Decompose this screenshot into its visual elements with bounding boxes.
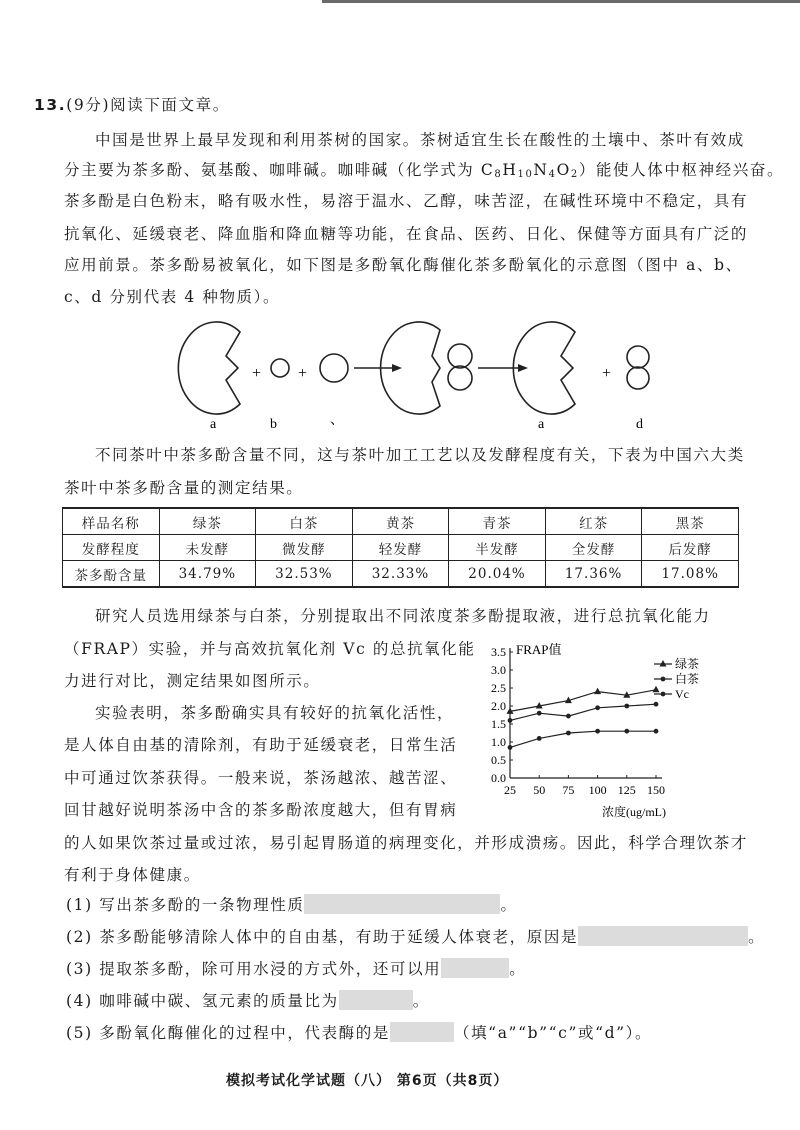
table-cell: 34.79% bbox=[159, 561, 256, 588]
data-point bbox=[537, 736, 542, 741]
substance-d-circle-top bbox=[627, 346, 649, 368]
table-cell: 17.36% bbox=[545, 561, 642, 588]
passage-line: 应用前景。茶多酚易被氧化，如下图是多酚氧化酶催化茶多酚氧化的示意图（图中 a、b、 bbox=[64, 256, 743, 274]
passage-line: 回甘越好说明茶汤中含的茶多酚浓度越大，但有胃病 bbox=[64, 801, 458, 819]
enzyme-diagram bbox=[170, 310, 660, 435]
x-tick-label: 100 bbox=[588, 783, 607, 797]
sub-question-2: (2) 茶多酚能够清除人体中的自由基，有助于延缓人体衰老，原因是 。 bbox=[66, 928, 766, 946]
table-cell: 后发酵 bbox=[642, 535, 739, 561]
passage-line: 分主要为茶多酚、氨基酸、咖啡碱。咖啡碱（化学式为 $C_8H_{10}N_4O_2$）能使人体中枢神经兴奋。 bbox=[64, 161, 785, 180]
table-cell: 32.53% bbox=[256, 561, 353, 588]
table-cell: 32.33% bbox=[352, 561, 449, 588]
x-tick-label: 125 bbox=[617, 783, 636, 797]
table-cell: 轻发酵 bbox=[352, 535, 449, 561]
table-cell: 青茶 bbox=[449, 508, 546, 535]
y-tick-label: 2.0 bbox=[491, 699, 506, 713]
question-instruction: 阅读下面文章。 bbox=[110, 96, 230, 114]
question-points: (9分) bbox=[66, 96, 111, 114]
data-point bbox=[566, 714, 571, 719]
page-footer: 模拟考试化学试题（八） 第6页（共8页） bbox=[226, 1073, 509, 1089]
series-line-3 bbox=[510, 731, 656, 747]
answer-blank-3[interactable] bbox=[441, 958, 509, 978]
data-point bbox=[508, 745, 513, 750]
answer-blank-5[interactable] bbox=[390, 1022, 454, 1042]
top-rule bbox=[322, 0, 800, 3]
sub-question-4: (4) 咖啡碱中碳、氢元素的质量比为 。 bbox=[66, 992, 430, 1010]
svg-text:+: + bbox=[252, 365, 262, 382]
frap-chart bbox=[478, 632, 728, 822]
table-cell: 17.08% bbox=[642, 561, 739, 588]
passage-line: 有利于身体健康。 bbox=[64, 866, 201, 884]
table-row bbox=[63, 535, 739, 561]
data-point bbox=[508, 718, 513, 723]
answer-blank-4[interactable] bbox=[339, 990, 413, 1010]
answer-blank-2[interactable] bbox=[578, 926, 748, 946]
substance-b-circle bbox=[271, 359, 289, 377]
question-header bbox=[34, 93, 230, 115]
table-cell: 绿茶 bbox=[159, 508, 256, 535]
passage-line: 抗氧化、延缓衰老、降血脂和降血糖等功能，在食品、医药、日化、保健等方面具有广泛的 bbox=[64, 225, 749, 243]
table-cell: 黑茶 bbox=[642, 508, 739, 535]
legend-marker bbox=[660, 660, 667, 667]
legend-label: 白茶 bbox=[675, 672, 700, 686]
y-tick-label: 1.0 bbox=[491, 735, 506, 749]
table-cell: 全发酵 bbox=[545, 535, 642, 561]
y-tick-label: 2.5 bbox=[491, 681, 506, 695]
data-point bbox=[594, 688, 601, 695]
legend-marker bbox=[661, 692, 666, 697]
x-tick-label: 50 bbox=[533, 783, 546, 797]
passage-line: （FRAP）实验，并与高效抗氧化剂 Vc 的总抗氧化能 bbox=[64, 640, 476, 658]
passage-line: 不同茶叶中茶多酚含量不同，这与茶叶加工工艺以及发酵程度有关，下表为中国六大类 bbox=[95, 446, 745, 464]
legend-label: 绿茶 bbox=[675, 657, 700, 671]
question-number: 13. bbox=[34, 96, 67, 114]
legend-marker bbox=[661, 677, 666, 682]
label-b: b bbox=[270, 417, 277, 432]
table-cell: 半发酵 bbox=[449, 535, 546, 561]
table-cell: 红茶 bbox=[545, 508, 642, 535]
table-cell: 茶多酚含量 bbox=[63, 561, 160, 588]
data-point bbox=[624, 729, 629, 734]
svg-text:+: + bbox=[298, 365, 308, 382]
table-cell: 未发酵 bbox=[159, 535, 256, 561]
label-d: d bbox=[636, 417, 643, 432]
enzyme-a-shape bbox=[178, 322, 240, 414]
x-tick-label: 25 bbox=[504, 783, 516, 797]
data-point bbox=[595, 705, 600, 710]
data-point bbox=[566, 731, 571, 736]
chart-series bbox=[507, 686, 660, 750]
data-point bbox=[654, 729, 659, 734]
table-cell: 样品名称 bbox=[63, 508, 160, 535]
table-cell: 发酵程度 bbox=[63, 535, 160, 561]
data-point bbox=[537, 711, 542, 716]
label-a: a bbox=[210, 417, 217, 432]
data-point bbox=[654, 702, 659, 707]
passage-line: 茶多酚是白色粉末，略有吸水性，易溶于温水、乙醇，味苦涩，在碱性环境中不稳定，具有 bbox=[64, 192, 749, 210]
x-tick-label: 75 bbox=[562, 783, 575, 797]
substance-d-circle-bottom bbox=[627, 367, 649, 389]
y-tick-label: 1.5 bbox=[491, 717, 506, 731]
svg-text:+: + bbox=[602, 365, 612, 382]
y-tick-label: 3.0 bbox=[491, 663, 506, 677]
passage-line: 中国是世界上最早发现和利用茶树的国家。茶树适宜生长在酸性的土壤中、茶叶有效成 bbox=[95, 131, 745, 149]
tea-polyphenol-table bbox=[62, 507, 739, 588]
passage-line: c、d 分别代表 4 种物质）。 bbox=[64, 288, 281, 306]
table-cell: 微发酵 bbox=[256, 535, 353, 561]
sub-question-5: (5) 多酚氧化酶催化的过程中，代表酶的是 （填“a”“b”“c”或“d”）。 bbox=[66, 1024, 653, 1042]
chart-axes bbox=[510, 648, 662, 778]
y-tick-label: 0.5 bbox=[491, 753, 506, 767]
table-cell: 白茶 bbox=[256, 508, 353, 535]
chart-title: FRAP值 bbox=[516, 642, 562, 657]
chart-xlabel: 浓度(ug/mL) bbox=[602, 805, 666, 819]
passage-line: 的人如果饮茶过量或过浓，易引起胃肠道的病理变化，并形成溃疡。因此，科学合理饮茶才 bbox=[64, 834, 749, 852]
answer-blank-1[interactable] bbox=[304, 894, 500, 914]
label-a-2: a bbox=[538, 417, 545, 432]
data-point bbox=[624, 704, 629, 709]
legend-label: Vc bbox=[675, 687, 689, 701]
table-row bbox=[63, 508, 739, 535]
substance-c-circle bbox=[320, 354, 348, 382]
label-c: 、 bbox=[330, 413, 344, 428]
table-cell: 20.04% bbox=[449, 561, 546, 588]
series-line-2 bbox=[510, 704, 656, 720]
passage-line: 茶叶中茶多酚含量的测定结果。 bbox=[64, 479, 304, 497]
passage-line: 研究人员选用绿茶与白茶，分别提取出不同浓度茶多酚提取液，进行总抗氧化能力 bbox=[95, 607, 711, 625]
y-tick-label: 3.5 bbox=[491, 645, 506, 659]
y-tick-label: 0.0 bbox=[491, 771, 506, 785]
passage-line: 实验表明，茶多酚确实具有较好的抗氧化活性， bbox=[95, 704, 455, 722]
passage-line: 力进行对比，测定结果如图所示。 bbox=[64, 672, 321, 690]
data-point bbox=[653, 686, 660, 693]
table-row bbox=[63, 561, 739, 588]
series-line-1 bbox=[510, 690, 656, 712]
sub-question-1: (1) 写出茶多酚的一条物理性质 。 bbox=[66, 896, 518, 914]
x-tick-label: 150 bbox=[647, 783, 665, 797]
chart-ticks bbox=[491, 645, 665, 797]
table-cell: 黄茶 bbox=[352, 508, 449, 535]
sub-question-3: (3) 提取茶多酚，除可用水浸的方式外，还可以用 。 bbox=[66, 960, 527, 978]
passage-line: 是人体自由基的清除剂，有助于延缓衰老，日常生活 bbox=[64, 736, 458, 754]
data-point bbox=[595, 729, 600, 734]
chart-legend bbox=[654, 657, 699, 701]
passage-line: 中可通过饮茶获得。一般来说，茶汤越浓、越苦涩、 bbox=[64, 769, 458, 787]
